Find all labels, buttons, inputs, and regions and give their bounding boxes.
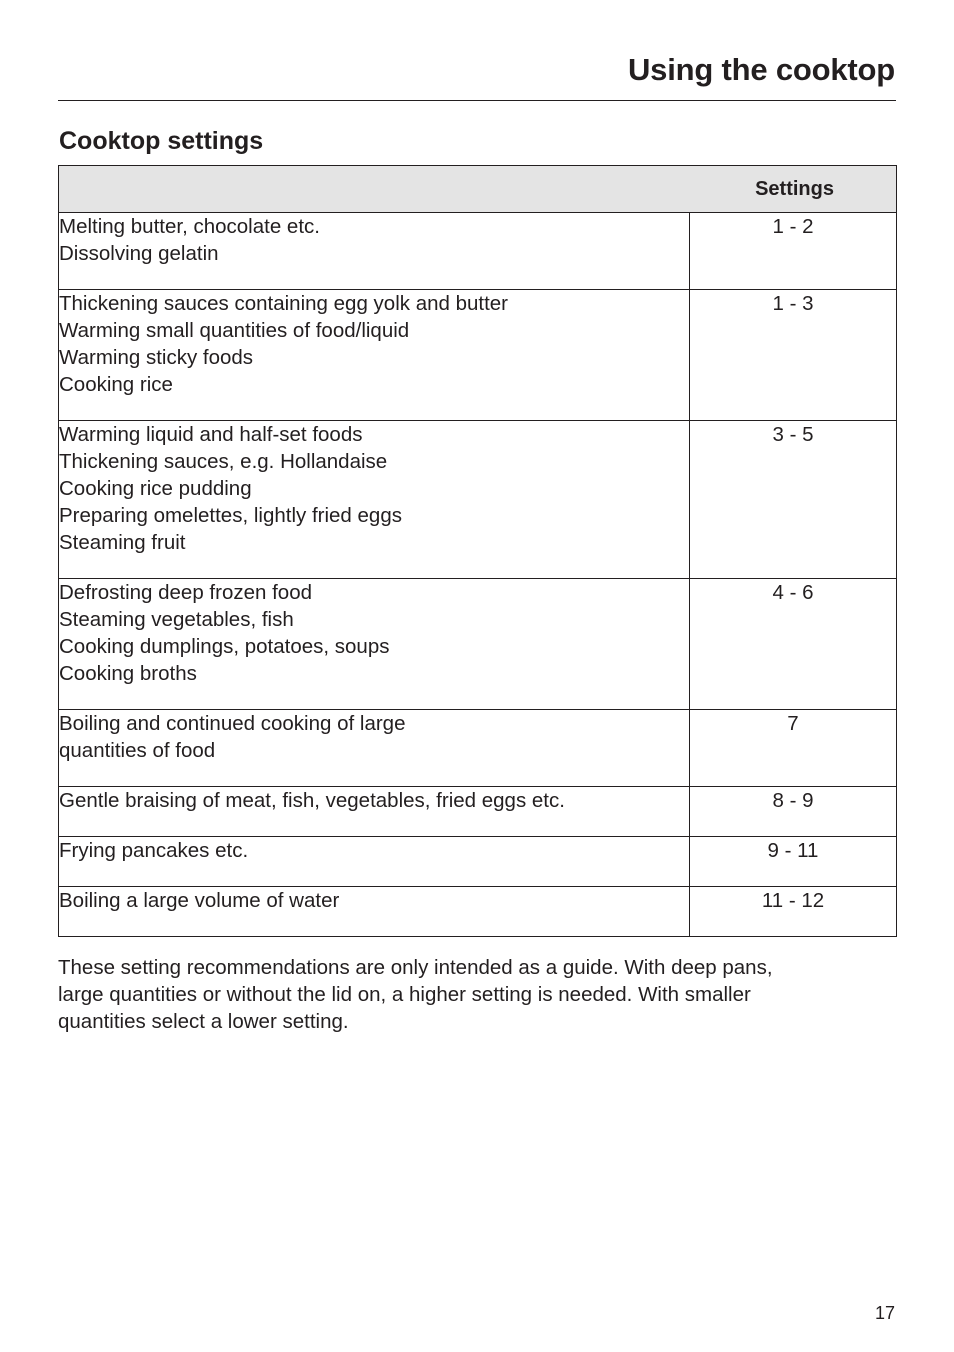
page-number: 17 [874,1303,895,1323]
table-row [59,579,897,710]
usage-line: Warming small quantities of food/liquid [59,319,410,343]
usage-line: Cooking rice pudding [59,477,252,501]
table-row [59,787,897,837]
cooktop-settings-table [58,165,897,937]
setting-value: 4 - 6 [690,579,897,710]
usage-line: Defrosting deep frozen food [59,581,312,604]
usage-line: quantities of food [59,739,216,763]
table-header-row [59,166,897,213]
setting-value: 3 - 5 [690,421,897,579]
usage-line: Steaming vegetables, fish [59,608,294,632]
usage-line: Preparing omelettes, lightly fried eggs [59,504,402,528]
table-row [59,421,897,579]
settings-column-header: Settings [59,166,897,213]
usage-description [59,837,690,887]
usage-line: Melting butter, chocolate etc. [59,215,320,238]
usage-line: Cooking dumplings, potatoes, soups [59,635,390,659]
usage-line: Steaming fruit [59,531,186,555]
guidance-note [58,954,898,1035]
usage-line: Boiling a large volume of water [59,889,340,912]
usage-description [59,710,690,787]
table-row [59,887,897,937]
table-row [59,213,897,290]
setting-value: 1 - 3 [690,290,897,421]
usage-line: Boiling and continued cooking of large [59,712,406,735]
setting-value: 11 - 12 [690,887,897,937]
section-heading: Cooktop settings [59,127,264,155]
page-title: Using the cooktop [628,52,895,87]
usage-line: Cooking rice [59,373,173,397]
usage-description [59,213,690,290]
note-line: These setting recommendations are only intended as a guide. With deep pans, [58,956,773,979]
setting-value: 8 - 9 [690,787,897,837]
usage-line: Cooking broths [59,662,197,686]
setting-value: 9 - 11 [690,837,897,887]
usage-line: Frying pancakes etc. [59,839,249,862]
usage-line: Thickening sauces, e.g. Hollandaise [59,450,388,474]
usage-line: Dissolving gelatin [59,242,219,266]
note-line: large quantities or without the lid on, a higher setting is needed. With smaller [58,983,751,1007]
usage-description [59,421,690,579]
usage-line: Gentle braising of meat, fish, vegetables, fried eggs etc. [59,789,565,812]
note-line: quantities select a lower setting. [58,1010,349,1034]
table-row [59,837,897,887]
setting-value: 1 - 2 [690,213,897,290]
usage-description [59,887,690,937]
usage-description [59,290,690,421]
title-divider [58,100,896,101]
usage-line: Warming sticky foods [59,346,254,370]
usage-line: Warming liquid and half-set foods [59,423,363,446]
table-row [59,290,897,421]
setting-value: 7 [690,710,897,787]
usage-line: Thickening sauces containing egg yolk and butter [59,292,509,315]
table-row [59,710,897,787]
usage-description [59,579,690,710]
usage-description [59,787,690,837]
